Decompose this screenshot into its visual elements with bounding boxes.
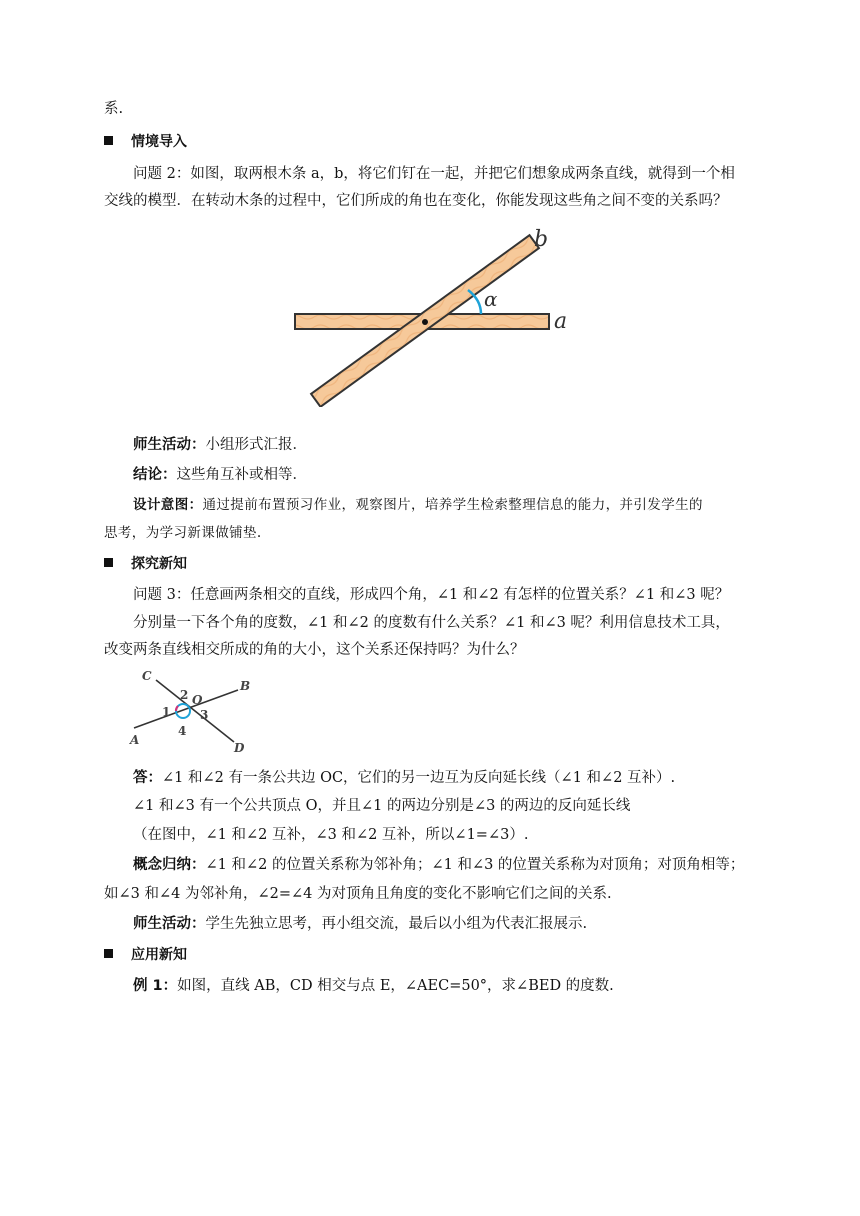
answer-line-1	[133, 767, 793, 789]
section-heading-apply	[104, 944, 764, 966]
section-heading-intro	[104, 131, 764, 153]
answer-line-2: ∠1 和∠3 有一个公共顶点 O，并且∠1 的两边分别是∠3 的两边的反向延长线	[133, 798, 631, 814]
conclusion-label: 结论：	[133, 467, 177, 483]
label-o: O	[192, 693, 203, 707]
activity-2	[133, 913, 793, 935]
activity-text: 学生先独立思考，再小组交流，最后以小组为代表汇报展示.	[205, 916, 588, 932]
answer-line-3: （在图中，∠1 和∠2 互补，∠3 和∠2 互补，所以∠1=∠3）.	[133, 827, 529, 843]
activity-label: 师生活动：	[133, 437, 206, 453]
wood-sticks-figure	[288, 222, 588, 407]
example-label: 例 1：	[133, 978, 178, 994]
label-angle-3: 3	[200, 708, 209, 722]
label-b: b	[534, 227, 549, 252]
concept-text: ∠1 和∠2 的位置关系称为邻补角；∠1 和∠3 的位置关系称为对顶角；对顶角相等；	[205, 857, 745, 873]
section-heading-explore	[104, 553, 764, 575]
section-title: 应用新知	[131, 947, 187, 963]
question-2-line-2: 交线的模型．在转动木条的过程中，它们所成的角也在变化，你能发现这些角之间不变的关系吗？	[104, 193, 728, 209]
example-1	[133, 975, 793, 997]
activity-1	[133, 434, 793, 456]
bullet-square-icon	[104, 949, 113, 958]
label-angle-2: 2	[180, 688, 189, 702]
design-text: 通过提前布置预习作业，观察图片，培养学生检索整理信息的能力，并引发学生的	[202, 497, 703, 513]
question-2-line-1: 问题 2：如图，取两根木条 a，b，将它们钉在一起，并把它们想象成两条直线，就得到一个相	[133, 166, 735, 182]
design-label: 设计意图：	[133, 497, 203, 513]
label-c: C	[142, 669, 152, 683]
label-d: D	[234, 741, 245, 755]
question-3-line-2: 分别量一下各个角的度数，∠1 和∠2 的度数有什么关系？∠1 和∠3 呢？利用信息技术工具，	[133, 615, 730, 631]
intersecting-lines-figure	[126, 668, 266, 758]
question-3-line-3: 改变两条直线相交所成的角的大小，这个关系还保持吗？为什么？	[104, 642, 525, 658]
example-text: 如图，直线 AB，CD 相交与点 E，∠AEC=50°，求∠BED 的度数.	[177, 978, 614, 994]
label-angle-4: 4	[178, 724, 187, 738]
label-b-point: B	[240, 679, 251, 693]
design-line-1	[133, 494, 793, 516]
label-angle-1: 1	[162, 705, 171, 719]
section-title: 探究新知	[131, 556, 187, 572]
angle-marker-pink	[176, 706, 178, 711]
concept-label: 概念归纳：	[133, 857, 206, 873]
answer-text: ∠1 和∠2 有一条公共边 OC，它们的另一边互为反向延长线（∠1 和∠2 互补）.	[162, 770, 676, 786]
bullet-square-icon	[104, 136, 113, 145]
conclusion-text: 这些角互补或相等．	[176, 467, 307, 483]
question-3-line-1: 问题 3：任意画两条相交的直线，形成四个角，∠1 和∠2 有怎样的位置关系？∠1 和∠3 呢？	[133, 587, 730, 603]
design-line-2: 思考，为学习新课做铺垫.	[104, 525, 262, 541]
bullet-square-icon	[104, 558, 113, 567]
label-a-point: A	[130, 733, 140, 747]
label-alpha: α	[484, 287, 498, 311]
concept-line-2: 如∠3 和∠4 为邻补角，∠2=∠4 为对顶角且角度的变化不影响它们之间的关系.	[104, 886, 612, 902]
answer-label: 答：	[133, 770, 162, 786]
nail-point	[422, 319, 428, 325]
conclusion	[133, 464, 793, 486]
concept-line-1	[133, 854, 793, 876]
label-a: a	[554, 309, 568, 334]
activity-label: 师生活动：	[133, 916, 206, 932]
section-title: 情境导入	[131, 134, 187, 150]
top-fragment: 系.	[104, 101, 124, 117]
activity-text: 小组形式汇报．	[205, 437, 307, 453]
